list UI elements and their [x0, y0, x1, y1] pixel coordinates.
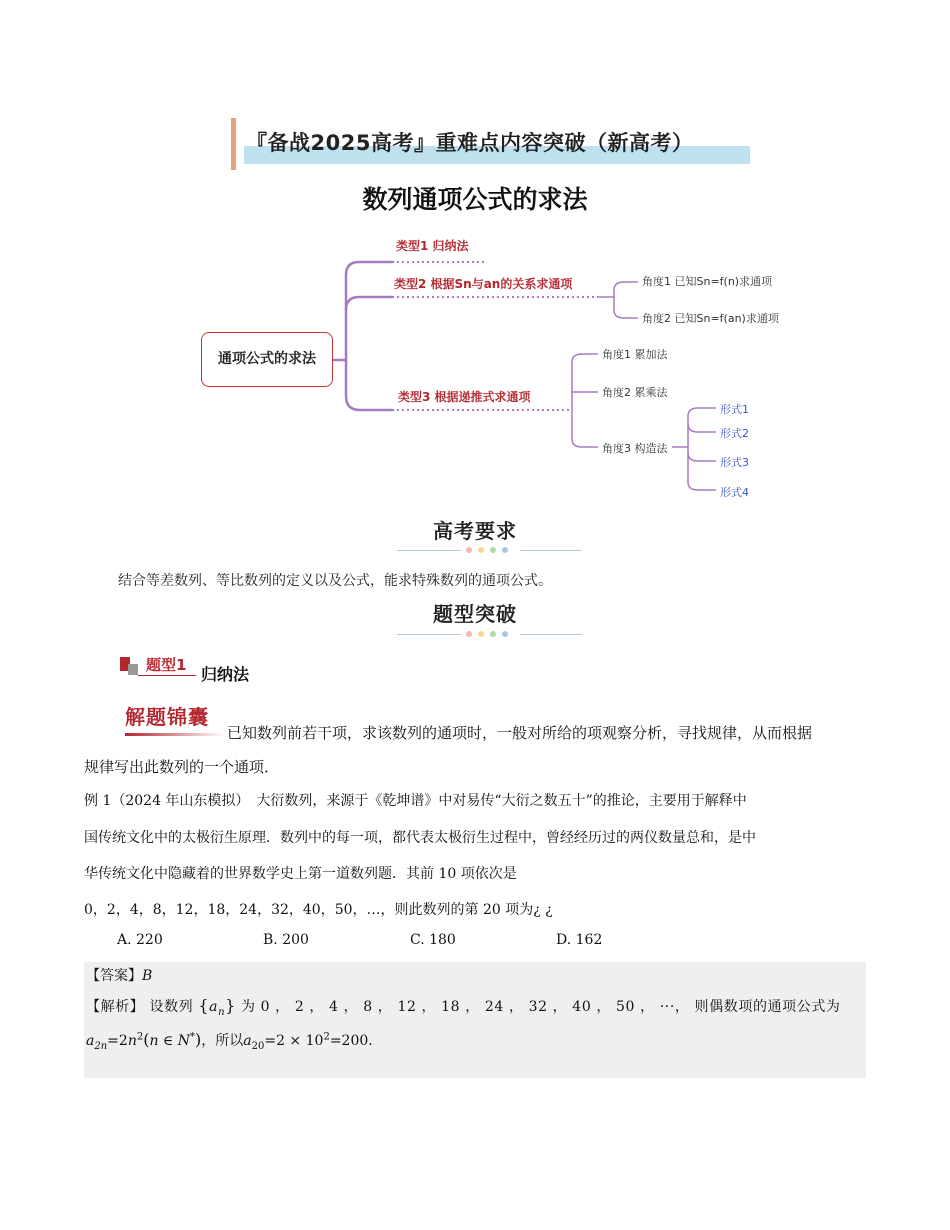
mindmap-type3-angle2: 角度2 累乘法 [602, 386, 668, 399]
mindmap-type3-angle3: 角度3 构造法 [602, 442, 668, 455]
formula-condition: n ∈ N [149, 1033, 190, 1049]
mindmap-type2: 类型2 根据Sn与an的关系求通项 [394, 277, 573, 291]
analysis-line2 [86, 1030, 373, 1052]
decor-dot [466, 631, 472, 637]
analysis-text: 为 0 ， 2 ， 4 ， 8 ， 12 ， 18 ， 24 ， 32 ， 40 ， 50 ， ···， 则偶数项的通项公式为 [240, 999, 841, 1015]
option-a: A. 220 [117, 932, 163, 948]
mindmap-type2-angle2: 角度2 已知Sn=f(an)求通项 [642, 312, 779, 325]
mindmap-form: 形式2 [720, 427, 749, 440]
formula-paren: ) [195, 1030, 202, 1049]
example-line2: 国传统文化中的太极衍生原理．数列中的每一项，都代表太极衍生过程中，曾经经历过的两仪数量总和，是中 [84, 830, 756, 846]
type-tag-underline [138, 675, 196, 676]
example-line3: 华传统文化中隐藏着的世界数学史上第一道数列题．其前 10 项依次是 [84, 866, 517, 882]
result-value: =200. [329, 1033, 373, 1049]
option-b: B. 200 [263, 932, 309, 948]
section-divider [520, 550, 582, 551]
mindmap-connectors [0, 225, 950, 505]
result-symbol: a [243, 1033, 252, 1049]
mindmap-form: 形式4 [720, 486, 749, 499]
option-c: C. 180 [410, 932, 456, 948]
formula-symbol: a [86, 1033, 95, 1049]
result-power: 2 [323, 1031, 330, 1043]
mindmap-type2-angle1: 角度1 已知Sn=f(n)求通项 [642, 275, 773, 288]
seq-symbol: a [209, 999, 219, 1015]
example-line1: 例 1（2024 年山东模拟） 大衍数列，来源于《乾坤谱》中对易传“大衍之数五十”的推论，主要用于解释中 [84, 793, 747, 809]
type-tag: 题型1 [146, 656, 187, 674]
tips-text-line2: 规律写出此数列的一个通项． [84, 758, 280, 776]
formula-star: * [190, 1031, 195, 1043]
analysis-label: 【解析】 [86, 999, 145, 1015]
analysis-line1: 【解析】 设数列 $\{a_n\}$ 为 0 ， 2 ， 4 ， 8 ， 12 ， 18 ， 24 ， 32 ， 40 ， 50 ， ···， 则偶数项的通项公式为 [86, 996, 841, 1018]
formula-var: n [127, 1033, 137, 1049]
mindmap-type1: 类型1 归纳法 [396, 239, 469, 253]
banner-title: 『备战2025高考』重难点内容突破（新高考） [246, 131, 694, 155]
tag-square-icon [128, 664, 138, 675]
type-name: 归纳法 [201, 665, 250, 684]
decor-dot [478, 631, 484, 637]
requirement-text: 结合等差数列、等比数列的定义以及公式，能求特殊数列的通项公式。 [118, 573, 552, 589]
answer-label: 【答案】 [86, 968, 142, 984]
section-divider [397, 550, 461, 551]
tips-text-line1: 已知数列前若干项，求该数列的通项时，一般对所给的项观察分析，寻找规律，从而根据 [227, 724, 813, 742]
decor-dot [502, 547, 508, 553]
mindmap-type3-angle1: 角度1 累加法 [602, 348, 668, 361]
seq-subscript: n [218, 1006, 226, 1018]
mindmap-type3: 类型3 根据递推式求通项 [398, 390, 531, 404]
section-divider [397, 634, 461, 635]
mindmap-form: 形式3 [720, 456, 749, 469]
section-title-types: 题型突破 [433, 602, 517, 626]
decor-dot [490, 631, 496, 637]
answer-line [86, 965, 152, 985]
analysis-text: 设数列 [149, 999, 194, 1015]
mindmap-form: 形式1 [720, 403, 749, 416]
banner-accent-bar [231, 118, 236, 170]
formula-paren: ( [143, 1030, 150, 1049]
section-title-exam: 高考要求 [433, 519, 517, 543]
decor-dot [502, 631, 508, 637]
analysis-text: ，所以 [201, 1033, 244, 1049]
formula-eq: =2 [107, 1033, 128, 1049]
section-divider [520, 634, 582, 635]
tips-underline [125, 733, 225, 736]
example-line4: 0，2，4，8，12，18，24，32，40，50，…，则此数列的第 20 项为¿ ¿ [84, 902, 553, 918]
option-d: D. 162 [556, 932, 603, 948]
formula-subscript: 2n [94, 1040, 108, 1052]
decor-dot [478, 547, 484, 553]
answer-value: B [142, 968, 153, 984]
result-eq: =2 × 10 [264, 1033, 324, 1049]
answer-panel [84, 962, 866, 1078]
decor-dot [490, 547, 496, 553]
decor-dot [466, 547, 472, 553]
page-title: 数列通项公式的求法 [362, 185, 588, 214]
result-subscript: 20 [251, 1040, 265, 1052]
formula-power: 2 [136, 1031, 144, 1043]
mindmap-root: 通项公式的求法 [201, 332, 333, 387]
tips-label: 解题锦囊 [125, 705, 209, 729]
